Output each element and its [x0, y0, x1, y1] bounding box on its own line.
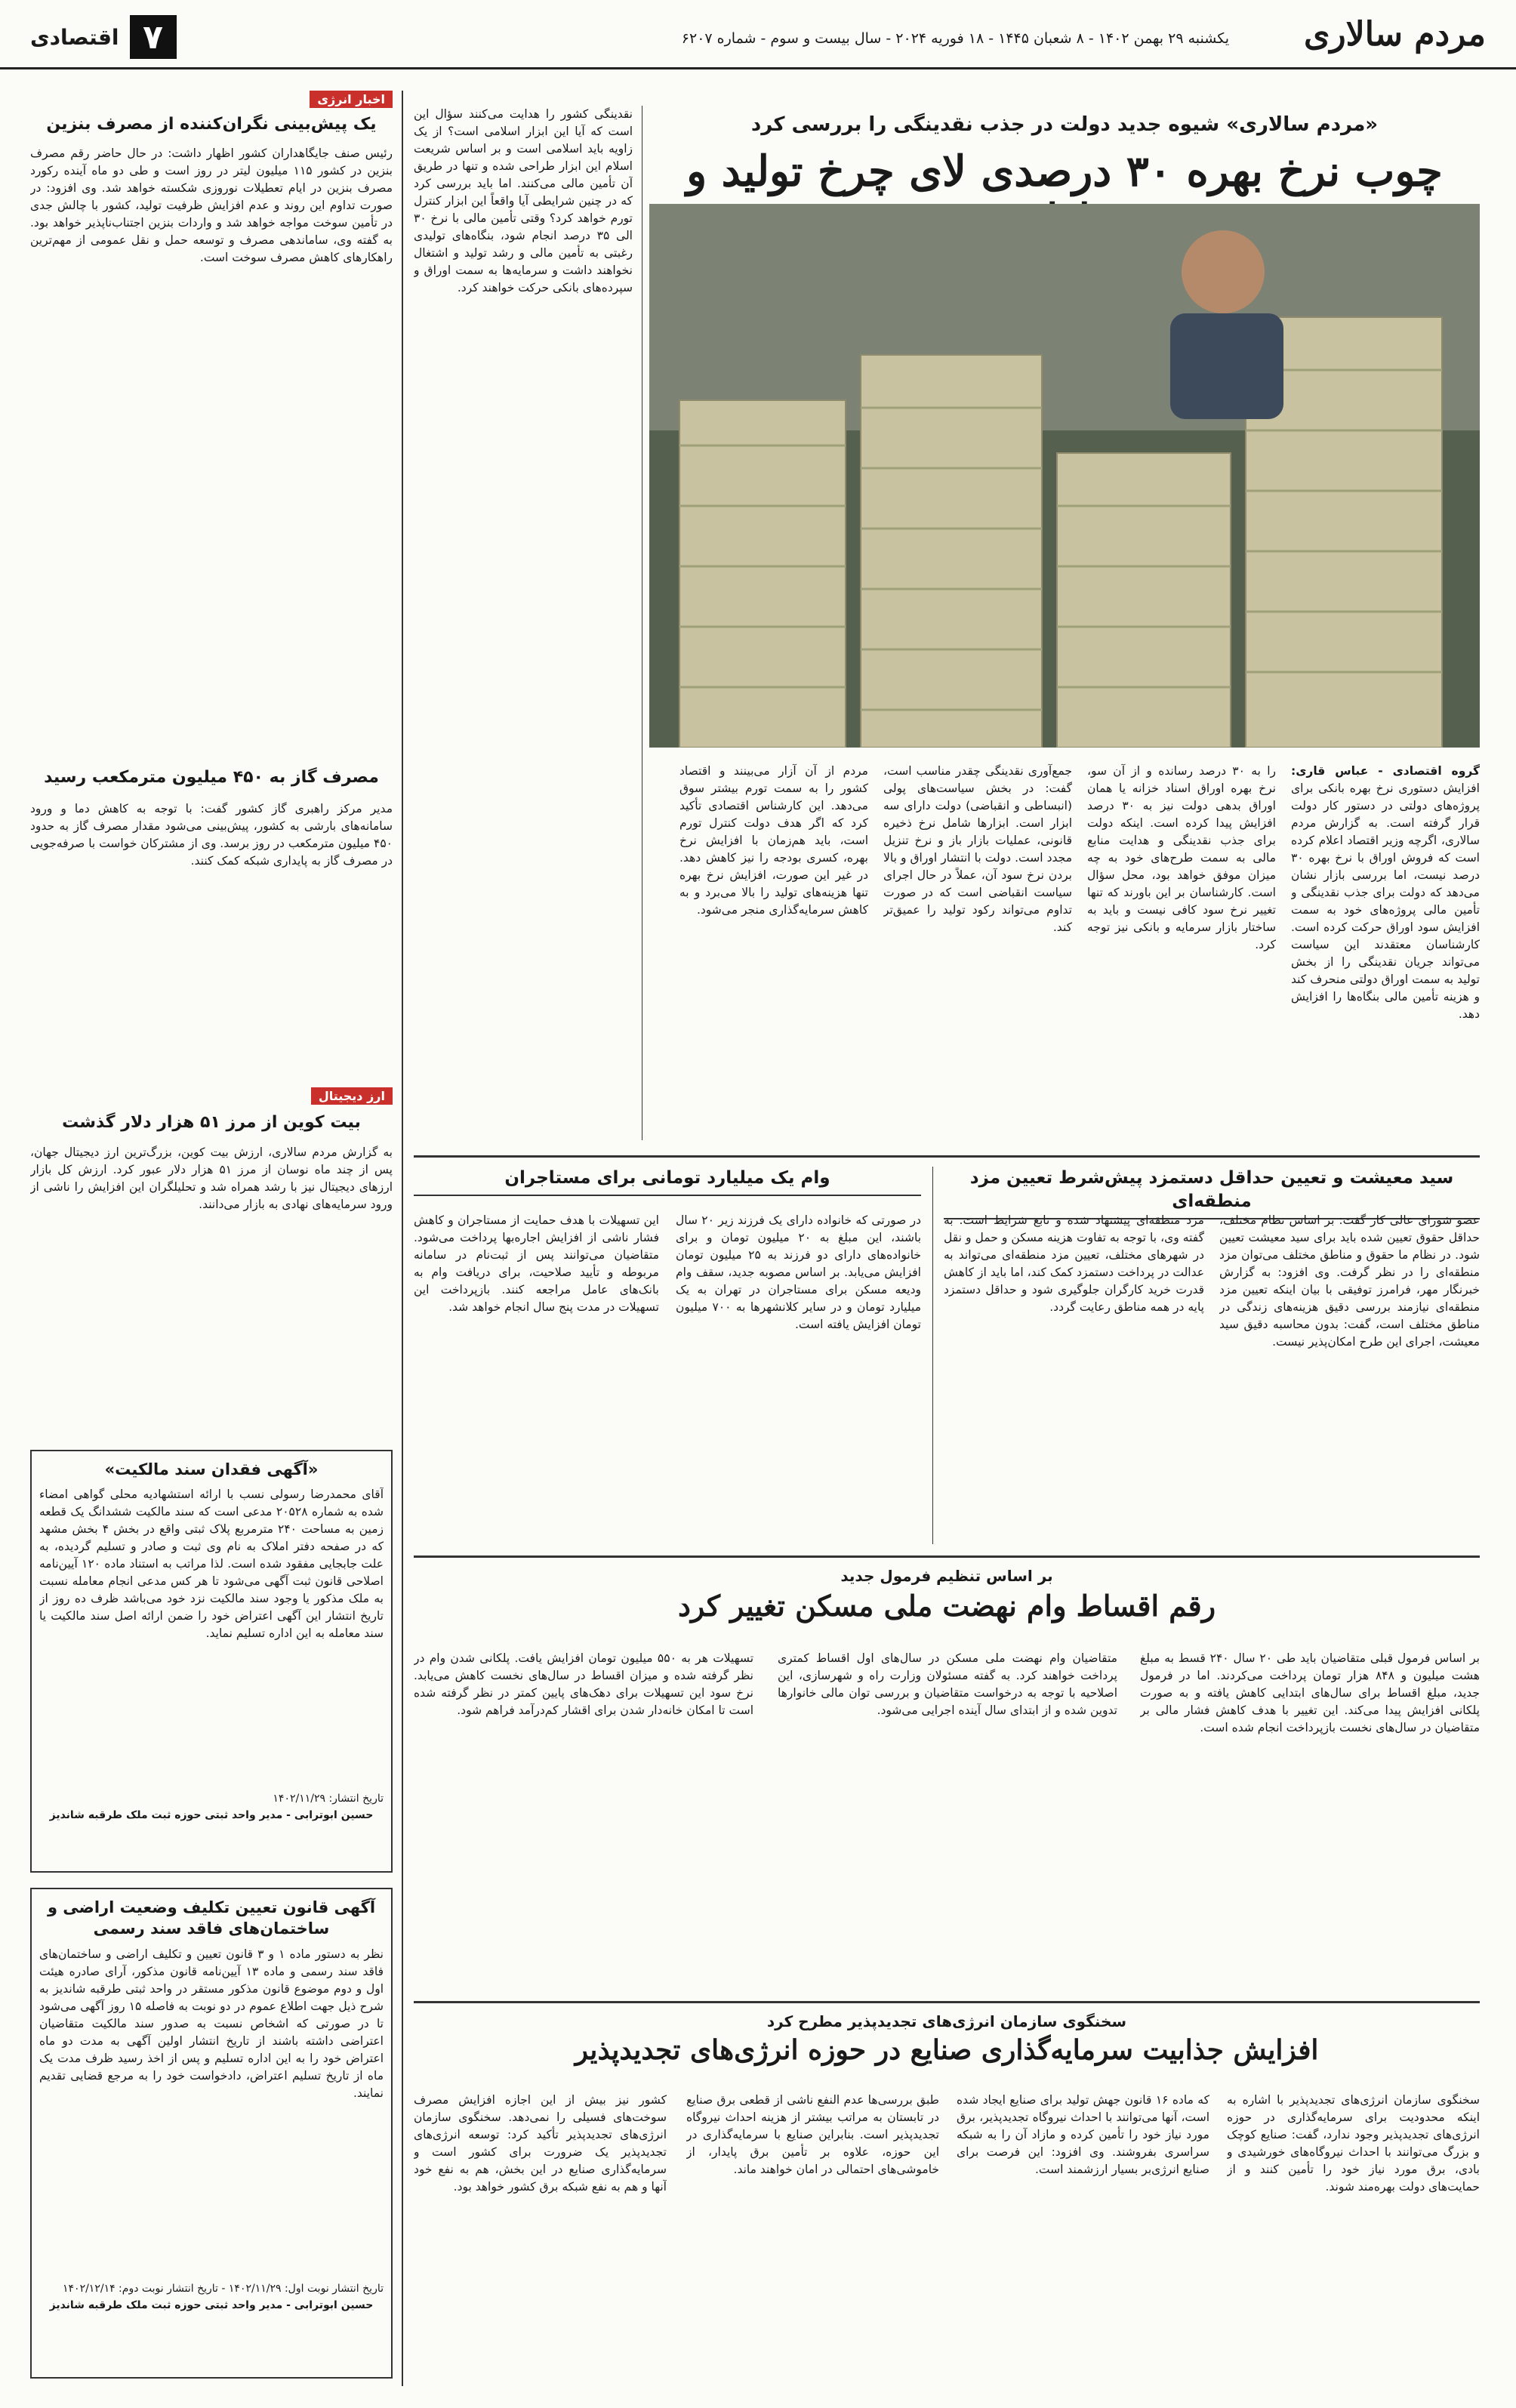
housing-headline: رقم اقساط وام نهضت ملی مسکن تغییر کرد — [677, 1589, 1216, 1623]
notice-land-status-signature: حسین ابوترابی - مدیر واحد ثبتی حوزه ثبت ملک طرقبه شاندیز — [49, 2299, 374, 2311]
lead-byline-col — [1291, 763, 1480, 1140]
housing-kicker: بر اساس تنظیم فرمول جدید — [840, 1567, 1053, 1585]
lead-kicker: «مردم سالاری» شیوه جدید دولت در جذب نقدینگی را بررسی کرد — [750, 113, 1379, 136]
renewables-headline: افزایش جذابیت سرمایه‌گذاری صنایع در حوزه انرژی‌های تجدیدپذیر — [575, 2034, 1319, 2066]
lower-rule — [414, 2001, 1480, 2003]
housing-body-2: متقاضیان وام نهضت ملی مسکن در سال‌های اول اقساط کمتری پرداخت خواهند کرد. به گفته مسئولان وزارت راه و شهرسازی، این اصلاحیه با توجه به درخواست متقاضیان و بررسی توان مالی خانوارها تدوین شده و از ابتدای سال آینده اجرایی می‌شود. — [778, 1651, 1117, 1717]
dateline: یکشنبه ۲۹ بهمن ۱۴۰۲ - ۸ شعبان ۱۴۴۵ - ۱۸ فوریه ۲۰۲۴ - سال بیست و سوم - شماره ۶۲۰۷ — [681, 30, 1229, 47]
notice-lost-deed-title: «آگهی فقدان سند مالکیت» — [104, 1460, 319, 1478]
lead-col1: افزایش دستوری نرخ بهره بانکی برای پروژه‌های دولتی در دستور کار دولت قرار گرفته است. به گزارش مردم سالاری، اگرچه وزیر اقتصاد اعلام کرده است که فروش اوراق با نرخ بهره ۳۰ درصد نیست، اما بررسی بازار نشان می‌دهد که دولت برای جذب نقدینگی و تأمین مالی پروژه‌های خود به سمت افزایش سود اوراق حرکت کرده است. کارشناسان معتقدند این سیاست می‌تواند جریان نقدینگی را از بخش تولید به سمت اوراق دولتی منحرف کند و هزینه تأمین مالی بنگاه‌ها را افزایش دهد. — [1291, 782, 1480, 1021]
sidebar-divider — [402, 91, 403, 2386]
energy-body: رئیس صنف جایگاهداران کشور اظهار داشت: در حال حاضر رقم مصرف بنزین در کشور ۱۱۵ میلیون لیتر در روز است و طی دو ماه آینده رکورد مصرف بنزین در ایام تعطیلات نوروزی شکسته خواهد شد. وی افزود: در صورت تداوم این روند و عدم افزایش ظرفیت تولید، کشور با چالش جدی در تأمین سوخت مواجه خواهد شد و واردات بنزین اجتناب‌ناپذیر خواهد بود. به گفته وی، ساماندهی مصرف و توسعه حمل و نقل عمومی از مهم‌ترین راهکارهای کاهش مصرف سوخت است. — [30, 146, 393, 264]
lead-col4: مردم از آن آزار می‌بینند و اقتصاد کشور را به سمت تورم بیشتر سوق می‌دهد. این کارشناس اقتصادی تأکید کرد که اگر هدف دولت کنترل تورم است، باید هم‌زمان با افزایش نرخ بهره، کسری بودجه را نیز کاهش دهد. در غیر این صورت، افزایش نرخ بهره تنها هزینه‌های تولید را بالا می‌برد و به کاهش سرمایه‌گذاری منجر می‌شود. — [679, 764, 868, 917]
wage-title: سید معیشت و تعیین حداقل دستمزد پیش‌شرط تعیین مزد منطقه‌ای — [944, 1167, 1480, 1219]
renewables-kicker: سخنگوی سازمان انرژی‌های تجدیدپذیر مطرح کرد — [766, 2012, 1127, 2030]
wage-body-1: عضو شورای عالی کار گفت: بر اساس نظام مختلف، حداقل حقوق تعیین شده باید برای سید معیشت تعیین شود. در نظام ما حقوق و مناطق مختلف می‌توان مزد منطقه‌ای را در نظر گرفت. وی افزود: به گزارش خبرنگار مهر، فرامرز توفیقی با بیان اینکه تعیین مزد منطقه‌ای نیازمند بررسی دقیق هزینه‌های زندگی در مناطق مختلف است، گفت: بدون محاسبه دقیق سید معیشت، اجرای این طرح امکان‌پذیر نیست. — [1219, 1213, 1480, 1349]
lead-col3: جمع‌آوری نقدینگی چقدر مناسب است، گفت: در بخش سیاست‌های پولی (انبساطی و انقباضی) دولت دارای سه ابزار است. ابزارها شامل نرخ ذخیره قانونی، عملیات بازار باز و نرخ تنزیل مجدد است. دولت با انتشار اوراق و بالا بردن نرخ سود آن، عملاً در حال اجرای سیاست انقباضی است که در صورت تداوم می‌تواند رکود تولید را عمیق‌تر کند. — [883, 764, 1072, 934]
mid-rule — [414, 1555, 1480, 1558]
lead-bottom-rule — [414, 1155, 1480, 1158]
article-wage — [944, 1167, 1480, 1544]
renewables-body-4: کشور نیز بیش از این اجازه افزایش مصرف سوخت‌های فسیلی را نمی‌دهد. سخنگوی سازمان انرژی‌های تجدیدپذیر تأکید کرد: توسعه انرژی‌های تجدیدپذیر یک ضرورت برای کشور است و سرمایه‌گذاری صنایع در این بخش، هم به نفع خود آنها و هم به نفع شبکه برق کشور خواهد بود. — [414, 2093, 667, 2194]
crypto-title: بیت کوین از مرز ۵۱ هزار دلار گذشت — [62, 1113, 361, 1132]
lead-col2: را به ۳۰ درصد رسانده و از آن سو، نرخ بهره اوراق اسناد خزانه یا همان اوراق بدهی دولت نیز به ۳۰ درصد افزایش پیدا کرده است. اینکه دولت برای جذب نقدینگی و هدایت منابع مالی به سمت طرح‌های خود به چه میزان موفق خواهد بود، محل سؤال است. کارشناسان بر این باورند که تنها تغییر نرخ سود کافی نیست و باید به ساختار بازار سرمایه و بانکی نیز توجه کرد. — [1087, 764, 1276, 951]
crypto-body: به گزارش مردم سالاری، ارزش بیت کوین، بزرگ‌ترین ارز دیجیتال جهان، پس از چند ماه نوسان از مرز ۵۱ هزار دلار عبور کرد. ارزش کل بازار ارزهای دیجیتال نیز با رشد همراه شد و تحلیلگران این افزایش را ناشی از ورود سرمایه‌های نهادی به بازار می‌دانند. — [30, 1145, 393, 1211]
notice-land-status-title: آگهی قانون تعیین تکلیف وضعیت اراضی و ساختمان‌های فاقد سند رسمی — [47, 1898, 376, 1938]
notice-lost-deed-date: تاریخ انتشار: ۱۴۰۲/۱۱/۲۹ — [273, 1793, 384, 1805]
masthead — [0, 0, 1516, 69]
renewables-body-2: که ماده ۱۶ قانون جهش تولید برای صنایع ایجاد شده است، آنها می‌توانند با احداث نیروگاه تجدیدپذیر، برق مورد نیاز خود را تأمین کرده و مازاد آن را به شبکه سراسری بفروشند. وی افزود: این فرصت برای صنایع انرژی‌بر بسیار ارزشمند است. — [957, 2093, 1209, 2176]
banknote-stacks-image — [649, 204, 1480, 748]
lead-headline: چوب نرخ بهره ۳۰ درصدی لای چرخ تولید و — [686, 146, 1443, 196]
gas-title: مصرف گاز به ۴۵۰ میلیون مترمکعب رسید — [44, 768, 379, 787]
article-housing — [414, 1567, 1480, 1990]
sidebar — [30, 91, 393, 2386]
notice-land-status-date: تاریخ انتشار نوبت اول: ۱۴۰۲/۱۱/۲۹ - تاریخ انتشار نوبت دوم: ۱۴۰۲/۱۲/۱۴ — [63, 2282, 384, 2295]
notice-land-status-body: نظر به دستور ماده ۱ و ۳ قانون تعیین و تکلیف اراضی و ساختمان‌های فاقد سند رسمی و ماده ۱۳ آیین‌نامه قانون مذکور، آرای صادره هیئت اول و دوم موضوع قانون مذکور مستقر در واحد ثبتی طرقبه شاندیز به شرح ذیل جهت اطلاع عموم در دو نوبت به فاصله ۱۵ روز آگهی می‌شود تا در صورتی که اشخاص نسبت به صدور سند مالکیت متقاضیان اعتراضی داشته باشند از تاریخ انتشار اولین آگهی به مدت دو ماه اعتراض خود را به این اداره تسلیم و پس از اخذ رسید ظرف مدت یک ماه از تاریخ تسلیم اعتراض، دادخواست خود را به مرجع قضایی تقدیم نمایند. — [39, 1947, 384, 2100]
crypto-label: ارز دیجیتال — [311, 1087, 393, 1105]
section-header — [30, 15, 177, 59]
notice-lost-deed-body: آقای محمدرضا رسولی نسب با ارائه استشهادیه محلی گواهی امضاء شده به شماره ۲۰۵۲۸ مدعی است که سند مالکیت ششدانگ یک قطعه زمین به مساحت ۲۴۰ مترمربع پلاک ثبتی واقع در بخش ۴ بخش مشهد که در صفحه دفتر املاک به نام وی ثبت و صادر و تسلیم گردیده، به علت جابجایی مفقود شده است. لذا مراتب به استناد ماده ۱۲۰ آیین‌نامه اصلاحی قانون ثبت آگهی می‌شود تا هر کس مدعی انجام معامله نسبت به ملک مذکور یا وجود سند مالکیت نزد خود می‌باشد ظرف ده روز از تاریخ انتشار این آگهی اعتراض خود را ضمن ارائه اصل سند مالکیت یا سند معامله به این اداره تسلیم نماید. — [39, 1488, 384, 1641]
renewables-body-1: سخنگوی سازمان انرژی‌های تجدیدپذیر با اشاره به اینکه محدودیت برای سرمایه‌گذاری در حوزه انرژی‌های تجدیدپذیر وجود ندارد، گفت: صنایع کوچک و بزرگ می‌توانند با احداث نیروگاه‌های خورشیدی و بادی، برق مورد نیاز خود را تأمین کنند و از حمایت‌های دولت بهره‌مند شوند. — [1227, 2093, 1480, 2194]
housing-body-1: بر اساس فرمول قبلی متقاضیان باید طی ۲۰ سال ۲۴۰ قسط به مبلغ هشت میلیون و ۸۴۸ هزار تومان پرداخت می‌کردند. اما در فرمول جدید، مبلغ اقساط برای سال‌های ابتدایی کاهش یافته و به صورت پلکانی افزایش پیدا می‌کند. این تغییر با هدف کاهش فشار مالی بر متقاضیان در سال‌های نخست بازپرداخت انجام شده است. — [1140, 1651, 1480, 1734]
notice-land-status — [30, 1888, 393, 2379]
article-tenants — [414, 1167, 921, 1544]
lead-byline: گروه اقتصادی - عباس قاری: — [1291, 764, 1480, 778]
energy-label: اخبار انرژی — [310, 91, 393, 108]
article-divider — [932, 1167, 933, 1544]
wage-body-2: مزد منطقه‌ای پیشنهاد شده و تابع شرایط است. به گفته وی، با توجه به تفاوت هزینه مسکن و حمل و نقل در شهرهای مختلف، تعیین مزد منطقه‌ای می‌تواند به عدالت در پرداخت دستمزد کمک کند، اما باید از کاهش قدرت خرید کارگران جلوگیری شود و حداقل دستمزد پایه در همه مناطق رعایت گردد. — [944, 1213, 1204, 1314]
renewables-body-3: طبق بررسی‌ها عدم النفع ناشی از قطعی برق صنایع در تابستان به مراتب بیشتر از هزینه احداث نیروگاه تجدیدپذیر است. بنابراین صنایع با سرمایه‌گذاری در این حوزه، علاوه بر تأمین برق پایدار، از خاموشی‌های احتمالی در امان خواهند ماند. — [686, 2093, 939, 2176]
page-number: ۷ — [130, 15, 177, 59]
section-name: اقتصادی — [30, 24, 119, 50]
housing-body-3: تسهیلات هر به ۵۵۰ میلیون تومان افزایش یافت. پلکانی شدن وام در نظر گرفته شده و میزان اقساط در سال‌های نخست کاهش می‌یابد. نرخ سود این تسهیلات برای دهک‌های پایین کمتر در نظر گرفته شده است تا امکان خانه‌دار شدن برای اقشار کم‌درآمد فراهم شود. — [414, 1651, 753, 1717]
tenants-body-1: در صورتی که خانواده دارای یک فرزند زیر ۲۰ سال باشند، این مبلغ به ۲۰ میلیون تومان و برای خانواده‌های دارای دو فرزند به ۲۵ میلیون تومان افزایش می‌یابد. بر اساس مصوبه جدید، سقف وام ودیعه مسکن برای مستاجران در تهران به یک میلیارد تومان و در سایر کلانشهرها به ۷۰۰ میلیون تومان افزایش یافته است. — [676, 1213, 921, 1331]
tenants-title: وام یک میلیارد تومانی برای مستاجران — [414, 1167, 921, 1196]
newspaper-logo: مردم سالاری — [1303, 15, 1486, 54]
energy-title: یک پیش‌بینی نگران‌کننده از مصرف بنزین — [46, 115, 377, 134]
lead-photo — [649, 204, 1480, 748]
article-renewables — [414, 2012, 1480, 2386]
gas-body: مدیر مرکز راهبری گاز کشور گفت: با توجه به کاهش دما و ورود سامانه‌های بارشی به کشور، پیش‌بینی می‌شود مقدار مصرف گاز به حدود ۴۵۰ میلیون مترمکعب در روز برسد. وی از مشترکان خواست با صرفه‌جویی در مصرف گاز به پایداری شبکه کمک کنند. — [30, 802, 393, 868]
notice-lost-deed-signature: حسین ابوترابی - مدیر واحد ثبتی حوزه ثبت ملک طرقبه شاندیز — [49, 1809, 374, 1822]
notice-lost-deed — [30, 1450, 393, 1873]
lead-col5: نقدینگی کشور را هدایت می‌کنند سؤال این است که آیا این ابزار اسلامی است؟ از یک زاویه باید اسلامی است و بر اساس شریعت اسلام این ابزار طراحی شده و تنها در طریق آن تأمین مالی می‌کنند. اما باید بررسی کرد که در چنین شرایطی آیا واقعاً این ابزار کنترل تورم خواهد کرد؟ وقتی تأمین مالی با نرخ ۳۰ الی ۳۵ درصد انجام شود، بنگاه‌های تولیدی رغبتی به تأمین مالی و رشد تولید و اشتغال نخواهند داشت و سرمایه‌ها به سمت اوراق و سپرده‌های بانکی حرکت خواهند کرد. — [414, 107, 633, 294]
tenants-body-2: این تسهیلات با هدف حمایت از مستاجران و کاهش فشار ناشی از افزایش اجاره‌بها پرداخت می‌شود. متقاضیان می‌توانند پس از ثبت‌نام در سامانه مربوطه و تأیید صلاحیت، برای دریافت وام به بانک‌های عامل مراجعه کنند. بازپرداخت این تسهیلات در مدت پنج سال انجام خواهد شد. — [414, 1213, 659, 1314]
